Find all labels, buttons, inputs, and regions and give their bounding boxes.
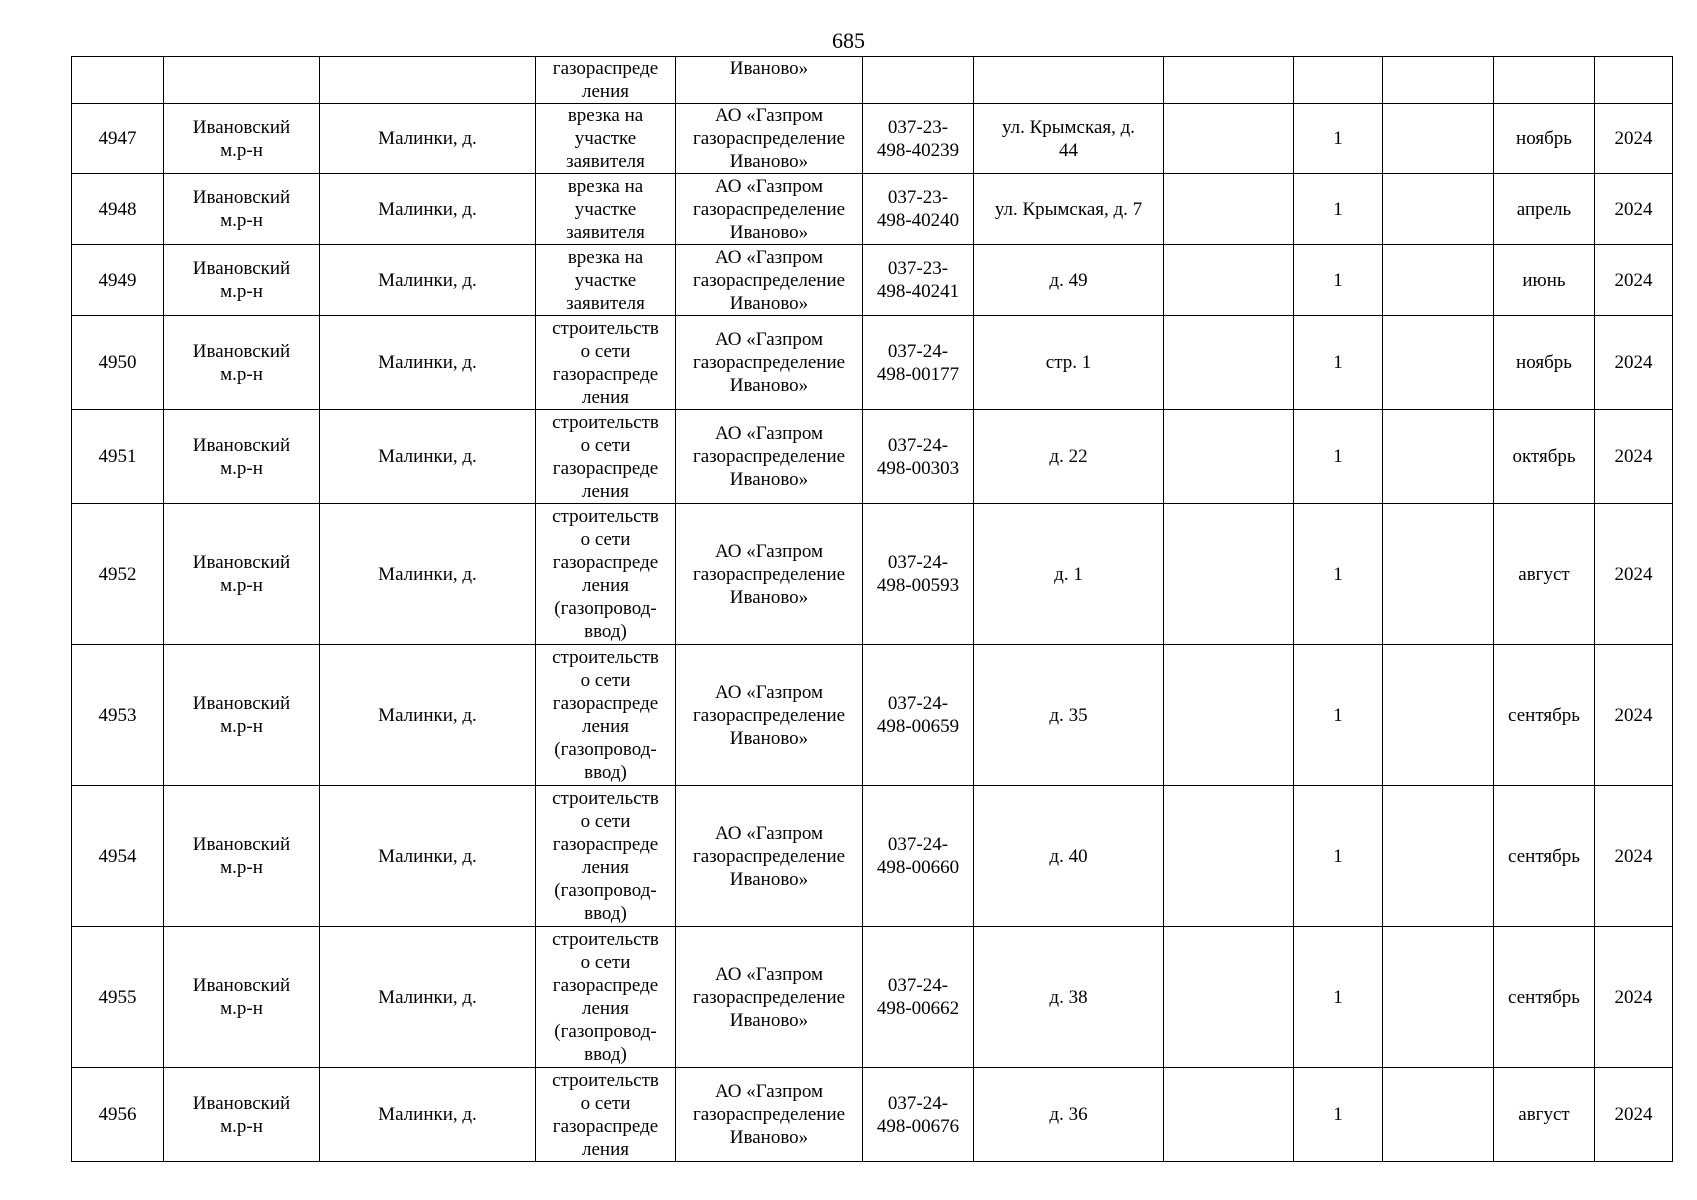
cell-month: [1494, 504, 1595, 645]
table-body: [72, 57, 1673, 1162]
cell-organization: [676, 57, 863, 104]
table-row: [72, 174, 1673, 245]
cell-extra-2: [1383, 786, 1494, 927]
cell-code: [863, 245, 974, 316]
district-text: Ивановский м.р-н: [192, 975, 291, 1019]
locality-text: Малинки, д.: [378, 704, 477, 726]
table-row: [72, 410, 1673, 504]
cell-district: [164, 245, 320, 316]
table-row: [72, 316, 1673, 410]
year-text: 2024: [1614, 198, 1653, 220]
cell-year: [1595, 57, 1673, 104]
cell-address: [974, 174, 1164, 245]
cell-organization: [676, 104, 863, 174]
cell-work-type: [536, 927, 676, 1068]
cell-organization: [676, 174, 863, 245]
count-text: 1: [1333, 1104, 1343, 1125]
cell-organization: [676, 410, 863, 504]
cell-work-type: [536, 504, 676, 645]
cell-extra-1: [1164, 57, 1294, 104]
month-text: июнь: [1522, 269, 1566, 291]
table-row: [72, 645, 1673, 786]
cell-extra-1: [1164, 927, 1294, 1068]
work-type-text: строительств о сети газораспреде ления (газопровод- ввод): [552, 506, 659, 642]
month-text: август: [1518, 1104, 1570, 1125]
cell-year: [1595, 174, 1673, 245]
table-row: [72, 245, 1673, 316]
code-text: 037-24- 498-00662: [876, 975, 960, 1019]
cell-count: [1294, 57, 1383, 104]
cell-count: [1294, 786, 1383, 927]
year-text: 2024: [1614, 1104, 1653, 1125]
cell-locality: [320, 410, 536, 504]
code-text: 037-23- 498-40241: [876, 258, 960, 302]
locality-text: Малинки, д.: [378, 563, 477, 585]
cell-address: [974, 504, 1164, 645]
num-text: 4954: [98, 845, 137, 867]
organization-text: АО «Газпром газораспределение Иваново»: [692, 105, 846, 172]
cell-organization: [676, 786, 863, 927]
cell-count: [1294, 645, 1383, 786]
work-type-text: газораспреде ления: [552, 58, 659, 102]
page-number: 685: [832, 28, 865, 53]
cell-organization: [676, 645, 863, 786]
work-type-text: строительств о сети газораспреде ления: [552, 317, 659, 408]
cell-district: [164, 174, 320, 245]
address-text: д. 36: [1049, 1104, 1088, 1125]
cell-locality: [320, 1068, 536, 1162]
cell-work-type: [536, 645, 676, 786]
cell-count: [1294, 174, 1383, 245]
cell-work-type: [536, 174, 676, 245]
cell-count: [1294, 1068, 1383, 1162]
cell-month: [1494, 316, 1595, 410]
work-type-text: строительств о сети газораспреде ления (газопровод- ввод): [552, 647, 659, 783]
organization-text: АО «Газпром газораспределение Иваново»: [692, 329, 846, 396]
cell-count: [1294, 316, 1383, 410]
organization-text: АО «Газпром газораспределение Иваново»: [692, 175, 846, 243]
organization-text: АО «Газпром газораспределение Иваново»: [692, 681, 846, 749]
locality-text: Малинки, д.: [378, 128, 477, 149]
year-text: 2024: [1614, 845, 1653, 867]
cell-extra-2: [1383, 57, 1494, 104]
cell-work-type: [536, 786, 676, 927]
district-text: Ивановский м.р-н: [192, 1092, 291, 1137]
cell-year: [1595, 410, 1673, 504]
address-text: д. 38: [1049, 986, 1088, 1008]
month-text: апрель: [1516, 198, 1572, 220]
code-text: 037-24- 498-00177: [876, 340, 960, 385]
count-text: 1: [1333, 128, 1343, 149]
cell-code: [863, 174, 974, 245]
district-text: Ивановский м.р-н: [192, 552, 291, 596]
cell-address: [974, 316, 1164, 410]
cell-locality: [320, 927, 536, 1068]
district-text: Ивановский м.р-н: [192, 834, 291, 878]
cell-address: [974, 927, 1164, 1068]
cell-address: [974, 245, 1164, 316]
cell-month: [1494, 645, 1595, 786]
cell-code: [863, 57, 974, 104]
cell-locality: [320, 104, 536, 174]
cell-extra-1: [1164, 504, 1294, 645]
year-text: 2024: [1614, 269, 1653, 291]
work-type-text: врезка на участке заявителя: [566, 105, 645, 172]
district-text: Ивановский м.р-н: [192, 340, 291, 385]
year-text: 2024: [1614, 704, 1653, 726]
register-table: [71, 56, 1673, 1162]
cell-extra-2: [1383, 410, 1494, 504]
code-text: 037-24- 498-00660: [876, 834, 960, 878]
year-text: 2024: [1614, 128, 1653, 149]
cell-extra-2: [1383, 104, 1494, 174]
cell-num: [72, 316, 164, 410]
cell-address: [974, 410, 1164, 504]
cell-year: [1595, 786, 1673, 927]
work-type-text: врезка на участке заявителя: [566, 175, 645, 243]
month-text: сентябрь: [1508, 986, 1580, 1008]
cell-organization: [676, 927, 863, 1068]
address-text: д. 22: [1049, 446, 1088, 467]
district-text: Ивановский м.р-н: [192, 116, 291, 161]
cell-extra-1: [1164, 1068, 1294, 1162]
work-type-text: врезка на участке заявителя: [566, 246, 645, 314]
table-row: [72, 927, 1673, 1068]
cell-extra-1: [1164, 645, 1294, 786]
organization-text: АО «Газпром газораспределение Иваново»: [692, 1081, 846, 1148]
cell-num: [72, 1068, 164, 1162]
cell-code: [863, 104, 974, 174]
cell-code: [863, 316, 974, 410]
cell-address: [974, 645, 1164, 786]
cell-extra-2: [1383, 645, 1494, 786]
cell-month: [1494, 927, 1595, 1068]
year-text: 2024: [1614, 986, 1653, 1008]
cell-code: [863, 1068, 974, 1162]
cell-year: [1595, 316, 1673, 410]
organization-text: АО «Газпром газораспределение Иваново»: [692, 423, 846, 490]
cell-extra-1: [1164, 316, 1294, 410]
cell-year: [1595, 245, 1673, 316]
cell-num: [72, 57, 164, 104]
locality-text: Малинки, д.: [378, 269, 477, 291]
num-text: 4950: [98, 352, 137, 373]
count-text: 1: [1333, 704, 1343, 726]
district-text: Ивановский м.р-н: [192, 258, 291, 302]
cell-extra-2: [1383, 1068, 1494, 1162]
cell-year: [1595, 927, 1673, 1068]
month-text: ноябрь: [1516, 352, 1572, 373]
address-text: ул. Крымская, д. 7: [994, 198, 1143, 220]
address-text: стр. 1: [1045, 352, 1092, 373]
cell-num: [72, 504, 164, 645]
organization-text: АО «Газпром газораспределение Иваново»: [692, 822, 846, 890]
code-text: 037-23- 498-40239: [876, 116, 960, 161]
organization-text: АО «Газпром газораспределение Иваново»: [692, 246, 846, 314]
work-type-text: строительств о сети газораспреде ления: [552, 1069, 659, 1160]
cell-organization: [676, 504, 863, 645]
work-type-text: строительств о сети газораспреде ления (газопровод- ввод): [552, 788, 659, 924]
cell-count: [1294, 927, 1383, 1068]
cell-code: [863, 504, 974, 645]
cell-district: [164, 645, 320, 786]
cell-extra-2: [1383, 316, 1494, 410]
address-text: д. 35: [1049, 704, 1088, 726]
code-text: 037-24- 498-00659: [876, 693, 960, 737]
work-type-text: строительств о сети газораспреде ления (газопровод- ввод): [552, 929, 659, 1065]
cell-work-type: [536, 410, 676, 504]
cell-code: [863, 786, 974, 927]
table-row: [72, 786, 1673, 927]
cell-locality: [320, 316, 536, 410]
cell-month: [1494, 410, 1595, 504]
cell-code: [863, 645, 974, 786]
num-text: 4951: [98, 446, 137, 467]
num-text: 4949: [98, 269, 137, 291]
cell-district: [164, 410, 320, 504]
cell-num: [72, 104, 164, 174]
district-text: Ивановский м.р-н: [192, 693, 291, 737]
cell-extra-2: [1383, 245, 1494, 316]
cell-district: [164, 504, 320, 645]
cell-month: [1494, 174, 1595, 245]
cell-locality: [320, 645, 536, 786]
code-text: 037-23- 498-40240: [876, 187, 960, 231]
count-text: 1: [1333, 269, 1343, 291]
cell-count: [1294, 104, 1383, 174]
locality-text: Малинки, д.: [378, 845, 477, 867]
cell-num: [72, 927, 164, 1068]
code-text: 037-24- 498-00593: [876, 552, 960, 596]
cell-num: [72, 786, 164, 927]
cell-num: [72, 410, 164, 504]
month-text: октябрь: [1512, 446, 1576, 467]
cell-organization: [676, 1068, 863, 1162]
cell-district: [164, 316, 320, 410]
table-row-fragment: [72, 57, 1673, 104]
cell-locality: [320, 786, 536, 927]
count-text: 1: [1333, 563, 1343, 585]
cell-year: [1595, 104, 1673, 174]
count-text: 1: [1333, 845, 1343, 867]
num-text: 4953: [98, 704, 137, 726]
cell-extra-1: [1164, 786, 1294, 927]
locality-text: Малинки, д.: [378, 1104, 477, 1125]
cell-address: [974, 1068, 1164, 1162]
locality-text: Малинки, д.: [378, 446, 477, 467]
cell-count: [1294, 245, 1383, 316]
cell-organization: [676, 316, 863, 410]
cell-num: [72, 645, 164, 786]
cell-work-type: [536, 104, 676, 174]
year-text: 2024: [1614, 563, 1653, 585]
cell-district: [164, 1068, 320, 1162]
num-text: 4956: [98, 1104, 137, 1125]
locality-text: Малинки, д.: [378, 986, 477, 1008]
locality-text: Малинки, д.: [378, 352, 477, 373]
cell-num: [72, 245, 164, 316]
district-text: Ивановский м.р-н: [192, 187, 291, 231]
table-row: [72, 504, 1673, 645]
cell-extra-1: [1164, 245, 1294, 316]
cell-month: [1494, 245, 1595, 316]
cell-extra-2: [1383, 927, 1494, 1068]
count-text: 1: [1333, 446, 1343, 467]
address-text: ул. Крымская, д. 44: [1001, 116, 1136, 161]
cell-organization: [676, 245, 863, 316]
cell-year: [1595, 645, 1673, 786]
work-type-text: строительств о сети газораспреде ления: [552, 411, 659, 502]
cell-work-type: [536, 57, 676, 104]
count-text: 1: [1333, 198, 1343, 220]
num-text: 4948: [98, 198, 137, 220]
cell-work-type: [536, 316, 676, 410]
cell-month: [1494, 104, 1595, 174]
organization-text: АО «Газпром газораспределение Иваново»: [692, 963, 846, 1031]
code-text: 037-24- 498-00303: [876, 434, 960, 479]
cell-month: [1494, 1068, 1595, 1162]
cell-locality: [320, 504, 536, 645]
count-text: 1: [1333, 986, 1343, 1008]
cell-district: [164, 927, 320, 1068]
cell-locality: [320, 245, 536, 316]
district-text: Ивановский м.р-н: [192, 434, 291, 479]
num-text: 4947: [98, 128, 137, 149]
cell-month: [1494, 57, 1595, 104]
organization-text: АО «Газпром газораспределение Иваново»: [692, 540, 846, 608]
cell-extra-2: [1383, 504, 1494, 645]
cell-extra-2: [1383, 174, 1494, 245]
cell-address: [974, 786, 1164, 927]
num-text: 4952: [98, 563, 137, 585]
cell-address: [974, 57, 1164, 104]
table-row: [72, 1068, 1673, 1162]
cell-year: [1595, 504, 1673, 645]
cell-year: [1595, 1068, 1673, 1162]
address-text: д. 1: [1054, 563, 1083, 585]
cell-locality: [320, 174, 536, 245]
year-text: 2024: [1614, 446, 1653, 467]
num-text: 4955: [98, 986, 137, 1008]
cell-work-type: [536, 245, 676, 316]
cell-extra-1: [1164, 174, 1294, 245]
cell-code: [863, 410, 974, 504]
address-text: д. 40: [1049, 845, 1088, 867]
cell-district: [164, 57, 320, 104]
cell-month: [1494, 786, 1595, 927]
cell-extra-1: [1164, 104, 1294, 174]
cell-extra-1: [1164, 410, 1294, 504]
year-text: 2024: [1614, 352, 1653, 373]
cell-work-type: [536, 1068, 676, 1162]
count-text: 1: [1333, 352, 1343, 373]
month-text: сентябрь: [1508, 704, 1580, 726]
cell-code: [863, 927, 974, 1068]
cell-locality: [320, 57, 536, 104]
cell-num: [72, 174, 164, 245]
table-row: [72, 104, 1673, 174]
cell-district: [164, 786, 320, 927]
locality-text: Малинки, д.: [378, 198, 477, 220]
code-text: 037-24- 498-00676: [876, 1092, 960, 1137]
month-text: ноябрь: [1516, 128, 1572, 149]
cell-count: [1294, 504, 1383, 645]
cell-count: [1294, 410, 1383, 504]
address-text: д. 49: [1049, 269, 1088, 291]
cell-district: [164, 104, 320, 174]
month-text: сентябрь: [1508, 845, 1580, 867]
cell-address: [974, 104, 1164, 174]
organization-text: Иваново»: [729, 58, 809, 79]
month-text: август: [1518, 563, 1570, 585]
